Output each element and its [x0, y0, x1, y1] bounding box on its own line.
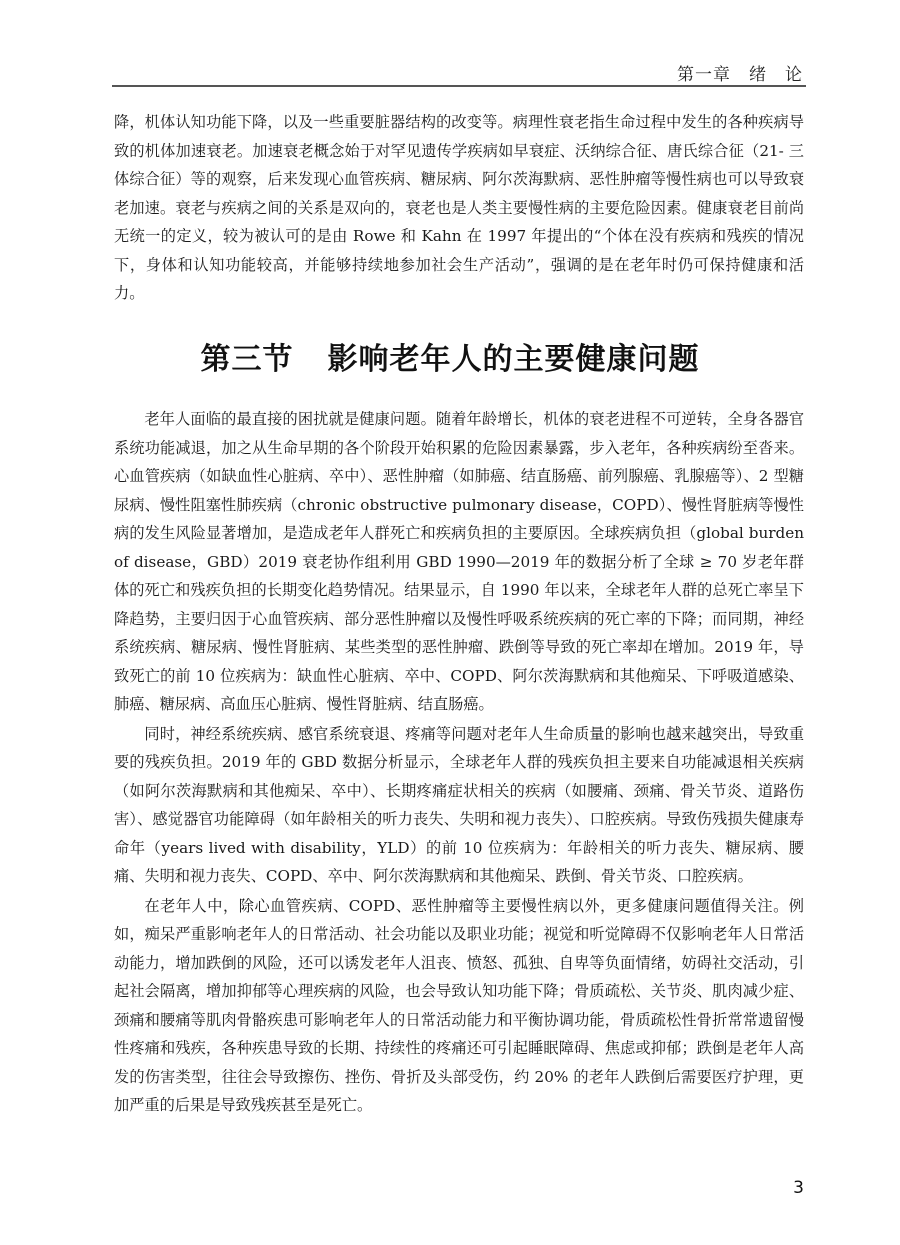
section-paragraph-1: 老年人面临的最直接的困扰就是健康问题。随着年龄增长，机体的衰老进程不可逆转，全身各器官系统功能减退，加之从生命早期的各个阶段开始积累的危险因素暴露，步入老年，各种疾病纷至沓来。心血管疾病（如缺血性心脏病、卒中）、恶性肿瘤（如肺癌、结直肠癌、前列腺癌、乳腺癌等）、2 型糖尿病、慢性阻塞性肺疾病（chronic obstructive pulmonary disease，COPD）、慢性肾脏病等慢性病的发生风险显著增加，是造成老年人群死亡和疾病负担的主要原因。全球疾病负担（global burden of disease，GBD）2019 衰老协作组利用 GBD 1990—2019 年的数据分析了全球 ≥ 70 岁老年群体的死亡和残疾负担的长期变化趋势情况。结果显示，自 1990 年以来，全球老年人群的总死亡率呈下降趋势，主要归因于心血管疾病、部分恶性肿瘤以及慢性呼吸系统疾病的死亡率的下降；而同期，神经系统疾病、糖尿病、慢性肾脏病、某些类型的恶性肿瘤、跌倒等导致的死亡率却在增加。2019 年，导致死亡的前 10 位疾病为：缺血性心脏病、卒中、COPD、阿尔茨海默病和其他痴呆、下呼吸道感染、肺癌、糖尿病、高血压心脏病、慢性肾脏病、结直肠癌。 [114, 410, 804, 713]
running-header [0, 0, 900, 86]
continued-paragraph-block [114, 108, 804, 308]
page-number: 3 [793, 1178, 804, 1198]
header-rule [112, 85, 806, 87]
section-heading [0, 334, 900, 378]
section-title: 影响老年人的主要健康问题 [327, 342, 700, 377]
section-paragraph-2: 同时，神经系统疾病、感官系统衰退、疼痛等问题对老年人生命质量的影响也越来越突出，导致重要的残疾负担。2019 年的 GBD 数据分析显示，全球老年人群的残疾负担主要来自功能减退相关疾病（如阿尔茨海默病和其他痴呆、卒中）、长期疼痛症状相关的疾病（如腰痛、颈痛、骨关节炎、道路伤害）、感觉器官功能障碍（如年龄相关的听力丧失、失明和视力丧失）、口腔疾病。导致伤残损失健康寿命年（years lived with disability，YLD）的前 10 位疾病为：年龄相关的听力丧失、糖尿病、腰痛、失明和视力丧失、COPD、卒中、阿尔茨海默病和其他痴呆、跌倒、骨关节炎、口腔疾病。 [114, 724, 804, 885]
section-number: 第三节 [200, 342, 294, 377]
section-body [114, 405, 804, 1120]
section-paragraph-3: 在老年人中，除心血管疾病、COPD、恶性肿瘤等主要慢性病以外，更多健康问题值得关注。例如，痴呆严重影响老年人的日常活动、社会功能以及职业功能；视觉和听觉障碍不仅影响老年人日常活动能力，增加跌倒的风险，还可以诱发老年人沮丧、愤怒、孤独、自卑等负面情绪，妨碍社交活动，引起社会隔离，增加抑郁等心理疾病的风险，也会导致认知功能下降；骨质疏松、关节炎、肌肉减少症、颈痛和腰痛等肌肉骨骼疾患可影响老年人的日常活动能力和平衡协调功能，骨质疏松性骨折常常遗留慢性疼痛和残疾，各种疾患导致的长期、持续性的疼痛还可引起睡眠障碍、焦虑或抑郁；跌倒是老年人高发的伤害类型，往往会导致擦伤、挫伤、骨折及头部受伤，约 20% 的老年人跌倒后需要医疗护理，更加严重的后果是导致残疾甚至是死亡。 [114, 896, 804, 1114]
chapter-header-title: 第一章 绪 论 [677, 65, 803, 85]
continued-paragraph: 降，机体认知功能下降，以及一些重要脏器结构的改变等。病理性衰老指生命过程中发生的各种疾病导致的机体加速衰老。加速衰老概念始于对罕见遗传学疾病如早衰症、沃纳综合征、唐氏综合征（21- 三体综合征）等的观察，后来发现心血管疾病、糖尿病、阿尔茨海默病、恶性肿瘤等慢性病也可以导致衰老加速。衰老与疾病之间的关系是双向的，衰老也是人类主要慢性病的主要危险因素。健康衰老目前尚无统一的定义，较为被认可的是由 Rowe 和 Kahn 在 1997 年提出的“个体在没有疾病和残疾的情况下，身体和认知功能较高，并能够持续地参加社会生产活动”，强调的是在老年时仍可保持健康和活力。 [114, 113, 804, 302]
